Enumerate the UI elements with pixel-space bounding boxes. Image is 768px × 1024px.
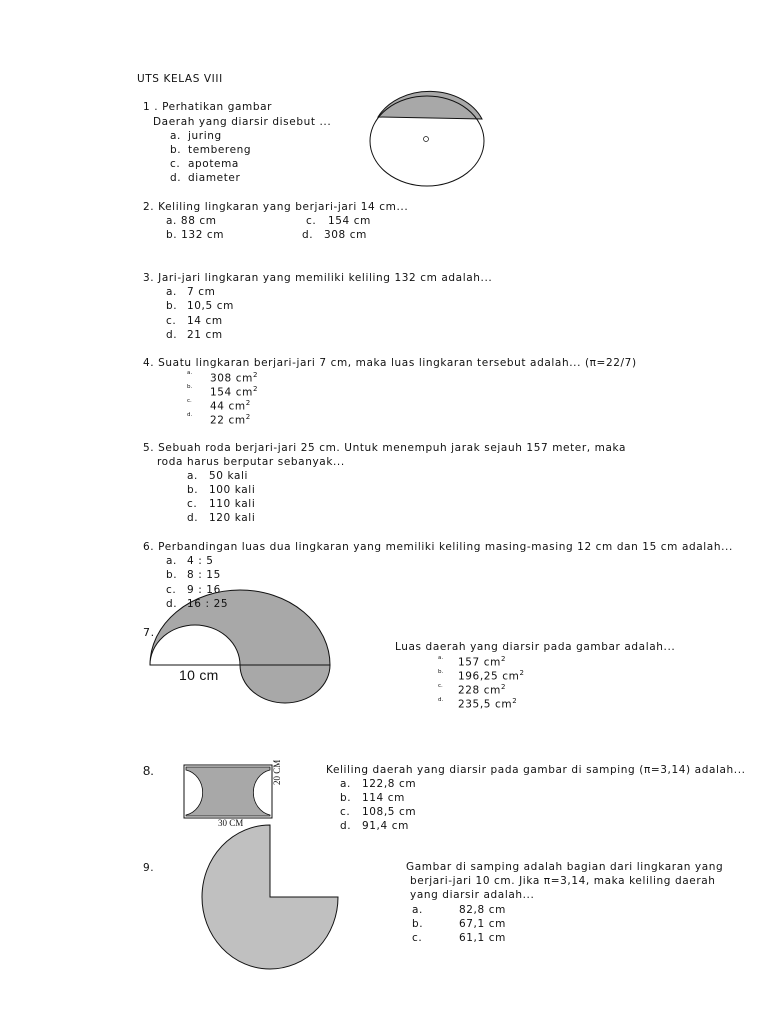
- q6-option-a-text: 4 : 5: [187, 555, 214, 567]
- q2-option-a: a. 88 cm: [166, 215, 217, 227]
- q6-option-b-text: 8 : 15: [187, 569, 221, 581]
- q2-option-c-text: 154 cm: [328, 215, 371, 227]
- q3-option-b-label: b.: [166, 300, 178, 312]
- q1-option-d-text: diameter: [188, 172, 241, 184]
- q5-line2: roda harus berputar sebanyak...: [157, 456, 345, 468]
- q6-option-a-label: a.: [166, 555, 177, 567]
- q2-option-b: b. 132 cm: [166, 229, 225, 241]
- q7-option-a-label: a.: [438, 655, 444, 661]
- q1-option-c-text: apotema: [188, 158, 239, 170]
- q8-option-b-label: b.: [340, 792, 352, 804]
- q6-option-d-label: d.: [166, 598, 178, 610]
- q4-option-a: 308 $cm^2$: [210, 371, 259, 385]
- q5-option-d-label: d.: [187, 512, 199, 524]
- q4-option-b: 154 $cm^2$: [210, 385, 259, 399]
- q1-option-b-text: tembereng: [188, 144, 252, 156]
- q3-option-c-label: c.: [166, 315, 177, 327]
- q5-option-c-text: 110 kali: [209, 498, 256, 510]
- q5-option-a-text: 50 kali: [209, 470, 249, 482]
- q4-option-c-label: c.: [187, 398, 192, 404]
- q2-stem: 2. Keliling lingkaran yang berjari-jari 14 cm...: [143, 201, 409, 213]
- q8-option-a-text: 122,8 cm: [362, 778, 417, 790]
- q8-height-label: 20 CM: [272, 759, 282, 785]
- q9-option-a-text: 82,8 cm: [459, 904, 506, 916]
- q8-option-c-label: c.: [340, 806, 351, 818]
- q1-option-c-label: c.: [170, 158, 181, 170]
- q4-option-d-label: d.: [187, 412, 193, 418]
- q1-option-a-label: a.: [170, 130, 181, 142]
- q1-option-a-text: juring: [188, 130, 222, 142]
- q7-option-c: 228 $cm^2$: [458, 683, 507, 697]
- q8-number: 8.: [143, 763, 154, 778]
- q5-option-d-text: 120 kali: [209, 512, 256, 524]
- q7-number: 7.: [143, 626, 155, 639]
- q7-option-b-label: b.: [438, 669, 444, 675]
- q1-circle-figure: [370, 91, 484, 186]
- q5-option-b-label: b.: [187, 484, 199, 496]
- q4-option-b-label: b.: [187, 384, 193, 390]
- q3-option-d-text: 21 cm: [187, 329, 223, 341]
- q6-option-c-text: 9 : 16: [187, 584, 221, 596]
- q9-figure: [202, 825, 338, 969]
- q9-number: 9.: [143, 862, 155, 874]
- q7-option-b: 196,25 $cm^2$: [458, 669, 525, 683]
- q8-width-label: 30 CM: [218, 818, 244, 828]
- q2-option-d-text: 308 cm: [324, 229, 367, 241]
- q6-option-d-text: 16 : 25: [187, 598, 229, 610]
- q1-line1: 1 . Perhatikan gambar: [143, 101, 273, 113]
- q3-option-d-label: d.: [166, 329, 178, 341]
- q1-line2: Daerah yang diarsir disebut ...: [153, 116, 332, 128]
- q7-figure-label: 10 cm: [179, 667, 219, 683]
- q7-option-c-label: c.: [438, 683, 443, 689]
- q6-option-c-label: c.: [166, 584, 177, 596]
- q8-stem: Keliling daerah yang diarsir pada gambar di samping (π=3,14) adalah...: [326, 764, 746, 776]
- q3-option-c-text: 14 cm: [187, 315, 223, 327]
- q7-lower-semicircle: [240, 665, 330, 703]
- q9-option-c-text: 61,1 cm: [459, 932, 506, 944]
- q7-option-d: 235,5 $cm^2$: [458, 697, 518, 711]
- q5-line1: 5. Sebuah roda berjari-jari 25 cm. Untuk menempuh jarak sejauh 157 meter, maka: [143, 442, 627, 454]
- q3-option-a-text: 7 cm: [187, 286, 216, 298]
- q8-option-b-text: 114 cm: [362, 792, 405, 804]
- q9-line2: berjari-jari 10 cm. Jika π=3,14, maka keliling daerah: [410, 875, 716, 887]
- q8-option-c-text: 108,5 cm: [362, 806, 417, 818]
- q9-option-b-text: 67,1 cm: [459, 918, 506, 930]
- q2-option-c-label: c.: [306, 215, 317, 227]
- q7-stem: Luas daerah yang diarsir pada gambar adalah...: [395, 641, 676, 653]
- q3-option-b-text: 10,5 cm: [187, 300, 234, 312]
- q1-shaded-segment: [378, 91, 482, 119]
- q5-option-a-label: a.: [187, 470, 198, 482]
- q1-center-dot: [424, 137, 429, 142]
- q9-option-b-label: b.: [412, 918, 424, 930]
- q4-option-c: 44 $cm^2$: [210, 399, 251, 413]
- q9-option-c-label: c.: [412, 932, 423, 944]
- q7-option-a: 157 $cm^2$: [458, 655, 507, 669]
- q2-option-d-label: d.: [302, 229, 314, 241]
- q9-option-a-label: a.: [412, 904, 423, 916]
- q1-option-d-label: d.: [170, 172, 182, 184]
- page-title: UTS KELAS VIII: [137, 73, 223, 85]
- q8-figure: [184, 765, 272, 818]
- q5-option-c-label: c.: [187, 498, 198, 510]
- q8-option-a-label: a.: [340, 778, 351, 790]
- q3-stem: 3. Jari-jari lingkaran yang memiliki keliling 132 cm adalah...: [143, 272, 493, 284]
- q8-option-d-label: d.: [340, 820, 352, 832]
- q1-option-b-label: b.: [170, 144, 182, 156]
- q5-option-b-text: 100 kali: [209, 484, 256, 496]
- q9-line3: yang diarsir adalah...: [410, 889, 535, 901]
- q4-stem: 4. Suatu lingkaran berjari-jari 7 cm, maka luas lingkaran tersebut adalah... (π=22/7): [143, 357, 637, 369]
- q6-stem: 6. Perbandingan luas dua lingkaran yang memiliki keliling masing-masing 12 cm dan 15 cm adalah...: [143, 541, 733, 553]
- q6-option-b-label: b.: [166, 569, 178, 581]
- q3-option-a-label: a.: [166, 286, 177, 298]
- q4-option-d: 22 $cm^2$: [210, 413, 251, 427]
- q7-option-d-label: d.: [438, 697, 444, 703]
- q4-option-a-label: a.: [187, 370, 193, 376]
- q9-line1: Gambar di samping adalah bagian dari lingkaran yang: [406, 861, 724, 873]
- q9-shaded-three-quarter-circle: [202, 825, 338, 969]
- q8-option-d-text: 91,4 cm: [362, 820, 409, 832]
